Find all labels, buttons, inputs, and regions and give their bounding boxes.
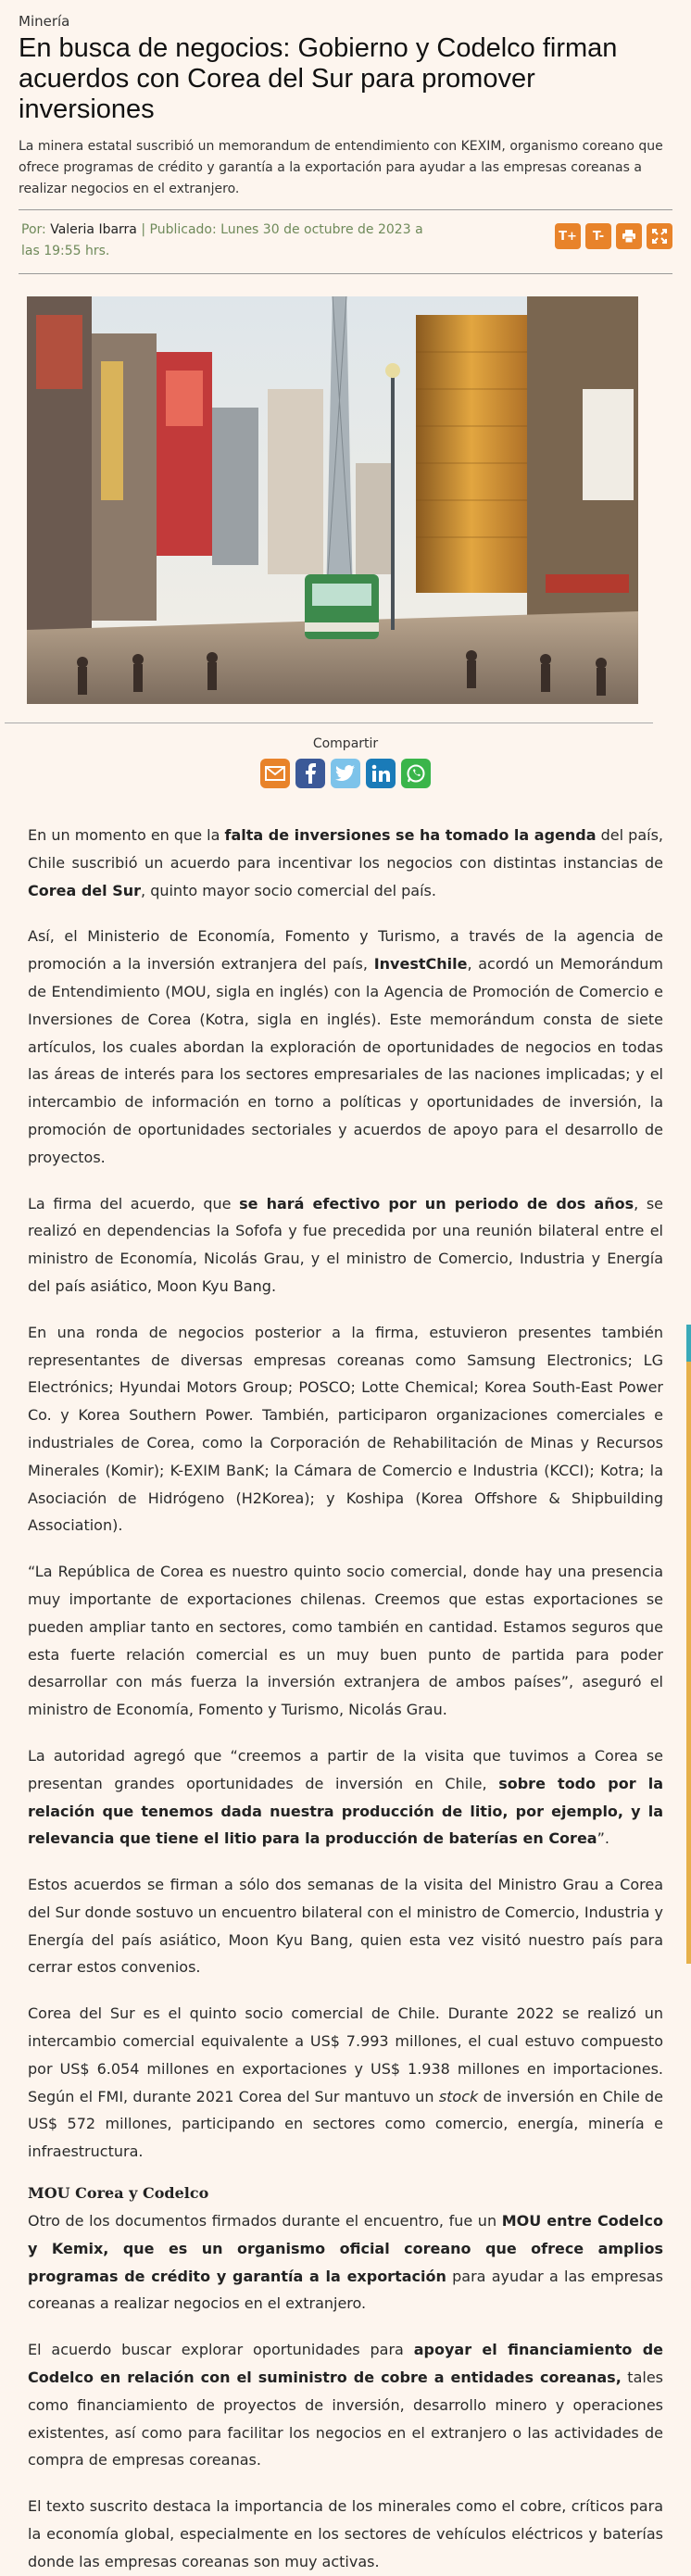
quote-paragraph: “La República de Corea es nuestro quinto socio comercial, donde hay una presencia muy importante de exportaciones chilenas. Creemos que estas exportaciones se pueden ampliar tanto en sectores, como también en cantidad. Estamos seguros que esta fuerte relación comercial es un muy buen punto de partida para poder desarrollar con más fuerza la inversión extranjera de ambos países”, aseguró el ministro de Economía, Fomento y Turismo, Nicolás Grau. [28, 1563, 663, 1719]
expand-icon [652, 229, 667, 244]
meta-separator: | [136, 222, 150, 237]
by-label: Por: [21, 222, 46, 237]
email-icon [265, 766, 285, 781]
paragraph: El acuerdo buscar explorar oportunidades para apoyar el financiamiento de Codelco en relación con el suministro de cobre a entidades coreanas, tales como financiamiento de proyectos de inversión, desarrollo minero y operaciones existentes, así como para facilitar los negocios en el extranjero o las actividades de compra de empresas coreanas. [28, 2341, 664, 2469]
share-label: Compartir [312, 736, 379, 751]
published-date: Publicado: Lunes 30 de octubre de 2023 a las 19:55 hrs. [21, 222, 423, 258]
hero-photo [27, 296, 638, 704]
headline: En busca de negocios: Gobierno y Codelco firman acuerdos con Corea del Sur para promover inversiones [19, 33, 618, 124]
section-tag[interactable]: Minería [19, 13, 70, 30]
share-icons [0, 759, 691, 788]
paragraph: En una ronda de negocios posterior a la firma, estuvieron presentes también representantes de diversas empresas coreanas como Samsung Electronics; LG Electrónics; Hyundai Motors Group; POSCO; Lotte Chemical; Korea South-East Power Co. y Korea Southern Power. También, participaron organizaciones comerciales e industriales de Corea, como la Corporación de Rehabilitación de Minas y Recursos Minerales (Komir); K-EXIM BanK; la Cámara de Comercio e Industria (KCCI); Kotra; la Asociación de Hidrógeno (H2Korea); y Koshipa (Korea Offshore & Shipbuilding Association). [28, 1323, 663, 1535]
share-twitter-button[interactable] [331, 759, 360, 788]
author-link[interactable]: Valeria Ibarra [50, 222, 137, 237]
article-tools [555, 223, 672, 249]
paragraph: Así, el Ministerio de Economía, Fomento y Turismo, a través de la agencia de promoción a la inversión extranjera del país, InvestChile, acordó un Memorándum de Entendimiento (MOU, sigla en inglés) con la Agencia de Promoción de Comercio e Inversiones de Corea (Kotra, sigla en inglés). Este memorándum consta de siete artículos, los cuales abordan la exploración de oportunidades de negocios en todas las áreas de interés para los sectores empresariales de las naciones implicadas; y el intercambio de información en torno a políticas y oportunidades de inversión, la promoción de oportunidades sectoriales y acuerdos de apoyo para el desarrollo de proyectos. [28, 927, 664, 1166]
byline [21, 220, 429, 262]
article-header [0, 0, 691, 274]
font-increase-button[interactable]: T+ [555, 223, 581, 249]
share-linkedin-button[interactable] [366, 759, 396, 788]
linkedin-icon [371, 764, 390, 783]
article-body [0, 822, 691, 2576]
section-subhead: MOU Corea y Codelco [28, 2184, 209, 2203]
font-decrease-button[interactable]: T- [585, 223, 611, 249]
paragraph: La autoridad agregó que “creemos a partir de la visita que tuvimos a Corea se presentan grandes oportunidades de inversión en Chile, sobre todo por la relación que tenemos dada nuestra producción de litio, por ejemplo, y la relevancia que tiene el litio para la producción de baterías en Corea”. [28, 1746, 664, 1848]
share-email-button[interactable] [260, 759, 290, 788]
paragraph: Estos acuerdos se firman a sólo dos semanas de la visita del Ministro Grau a Corea del Sur donde sostuvo un encuentro bilateral con el ministro de Comercio, Industria y Energía del país asiático, Moon Kyu Bang, quien esta vez visitó nuestro país para cerrar estos convenios. [28, 1876, 663, 1977]
side-ad-strip-top [686, 1325, 691, 1362]
twitter-icon [335, 765, 356, 782]
paragraph: La firma del acuerdo, que se hará efectivo por un periodo de dos años, se realizó en dependencias la Sofofa y fue precedida por una reunión bilateral entre el ministro de Economía, Nicolás Grau, y el ministro de Comercio, Industria y Energía del país asiático, Moon Kyu Bang. [28, 1194, 663, 1295]
lead: La minera estatal suscribió un memorandum de entendimiento con KEXIM, organismo coreano que ofrece programas de crédito y garantía a la exportación para ayudar a las empresas coreanas a realizar negocios en el extranjero. [19, 139, 663, 196]
share-facebook-button[interactable] [295, 759, 325, 788]
paragraph: Corea del Sur es el quinto socio comercial de Chile. Durante 2022 se realizó un intercambio comercial equivalente a US$ 7.993 millones, el cual estuvo compuesto por US$ 6.054 millones en exportaciones y US$ 1.938 millones en importaciones. Según el FMI, durante 2021 Corea del Sur mantuvo un stock de inversión en Chile de US$ 572 millones, participando en sectores como comercio, energía, minería e infraestructura. [28, 2004, 663, 2161]
share-block [0, 736, 691, 788]
paragraph: En un momento en que la falta de inversiones se ha tomado la agenda del país, Chile suscribió un acuerdo para incentivar los negocios con distintas instancias de Corea del Sur, quinto mayor socio comercial del país. [28, 826, 663, 899]
share-whatsapp-button[interactable] [401, 759, 431, 788]
paragraph: El texto suscrito destaca la importancia de los minerales como el cobre, críticos para la economía global, especialmente en los sectores de vehículos eléctricos y baterías donde las empresas coreanas son muy activas. [28, 2497, 663, 2570]
side-ad-strip[interactable] [686, 1325, 691, 1964]
meta-bar [19, 209, 672, 274]
print-icon [622, 229, 636, 244]
facebook-icon [304, 763, 317, 784]
whatsapp-icon [406, 763, 426, 784]
paragraph: Otro de los documentos firmados durante el encuentro, fue un MOU entre Codelco y Kemix, que es un organismo oficial coreano que ofrece amplios programas de crédito y garantía a la exportación para ayudar a las empresas coreanas a realizar negocios en el extranjero. [28, 2212, 664, 2313]
fullscreen-button[interactable] [647, 223, 672, 249]
print-button[interactable] [616, 223, 642, 249]
